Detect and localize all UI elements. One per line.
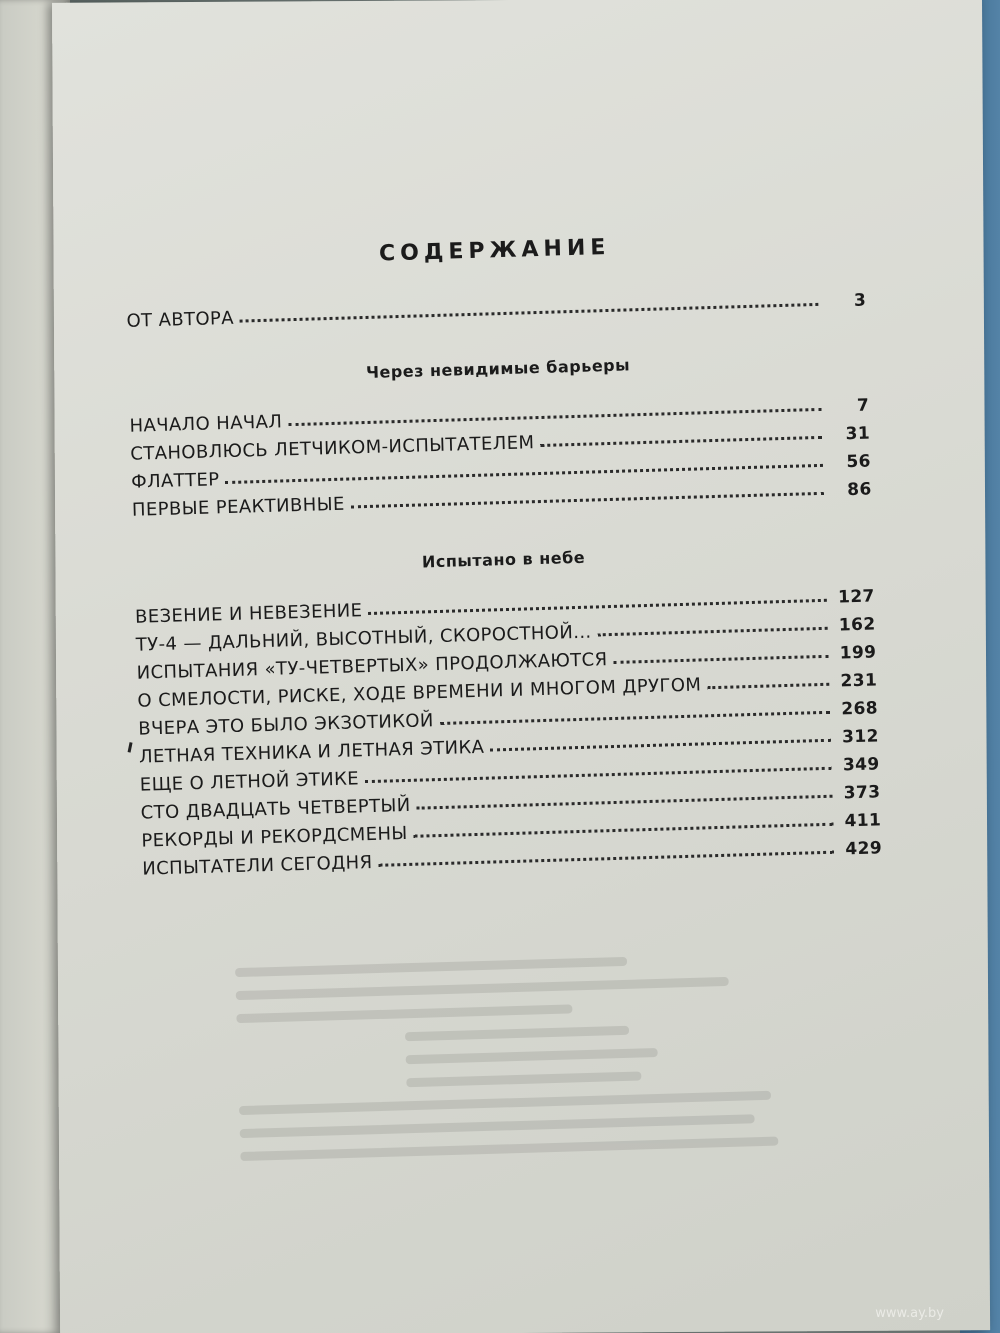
toc-entry-title: ЕЩЕ О ЛЕТНОЙ ЭТИКЕ	[139, 768, 360, 796]
toc-entry-title: ТУ-4 — ДАЛЬНИЙ, ВЫСОТНЫЙ, СКОРОСТНОЙ...	[135, 621, 592, 656]
ink-mark	[128, 742, 133, 752]
watermark: www.ay.by	[875, 1306, 944, 1321]
toc-entry-page: 268	[841, 698, 879, 720]
show-through-text	[235, 952, 802, 1228]
section-1-list	[129, 388, 872, 521]
dot-leader	[379, 851, 835, 867]
table-of-contents	[124, 228, 882, 880]
toc-entry-page: 127	[837, 586, 876, 608]
toc-entry-title: ПЕРВЫЕ РЕАКТИВНЫЕ	[131, 493, 346, 521]
toc-entry-page: 3	[853, 290, 867, 311]
toc-entry-page: 411	[844, 810, 882, 832]
toc-entry-title: ИСПЫТАТЕЛИ СЕГОДНЯ	[142, 851, 373, 880]
section-title-2: Испытано в небе	[421, 547, 586, 572]
toc-entry-page: 373	[843, 782, 881, 804]
toc-entry-page: 231	[840, 670, 878, 692]
toc-entry-page: 199	[839, 642, 877, 664]
section-2-list	[135, 578, 883, 879]
toc-entry-page: 312	[841, 726, 880, 748]
toc-entry-title: ВЧЕРА ЭТО БЫЛО ЭКЗОТИКОЙ	[137, 710, 435, 740]
toc-entry-page: 349	[842, 754, 880, 776]
toc-entry-page: 86	[846, 479, 872, 501]
toc-entry-page: 429	[845, 838, 883, 860]
toc-entry-title: ФЛАТТЕР	[130, 469, 220, 493]
toc-entry-title: ОТ АВТОРА	[126, 307, 235, 332]
toc-entry-title: НАЧАЛО НАЧАЛ	[129, 411, 283, 437]
book-page	[52, 0, 990, 1333]
section-title-1: Через невидимые барьеры	[365, 355, 631, 382]
toc-entry-page: 7	[856, 395, 870, 416]
toc-entry-title: ВЕЗЕНИЕ И НЕВЕЗЕНИЕ	[134, 600, 363, 628]
toc-entry-page: 31	[845, 423, 871, 445]
toc-entry-page: 56	[846, 451, 872, 473]
toc-entry-title: СТАНОВЛЮСЬ ЛЕТЧИКОМ-ИСПЫТАТЕЛЕМ	[130, 432, 535, 465]
contents-heading: СОДЕРЖАНИЕ	[378, 234, 611, 267]
toc-entry-title: СТО ДВАДЦАТЬ ЧЕТВЕРТЫЙ	[140, 794, 411, 824]
toc-entry-title: ИСПЫТАНИЯ «ТУ-ЧЕТВЕРТЫХ» ПРОДОЛЖАЮТСЯ	[136, 649, 608, 684]
toc-entry-page: 162	[838, 614, 876, 636]
dot-leader	[707, 683, 829, 690]
dot-leader	[614, 655, 829, 664]
toc-entry-title: О СМЕЛОСТИ, РИСКЕ, ХОДЕ ВРЕМЕНИ И МНОГОМ ДРУГОМ	[137, 674, 702, 712]
toc-entry-title: РЕКОРДЫ И РЕКОРДСМЕНЫ	[141, 822, 408, 852]
toc-entry-title: ЛЕТНАЯ ТЕХНИКА И ЛЕТНАЯ ЭТИКА	[138, 736, 485, 768]
dot-leader	[598, 627, 828, 637]
